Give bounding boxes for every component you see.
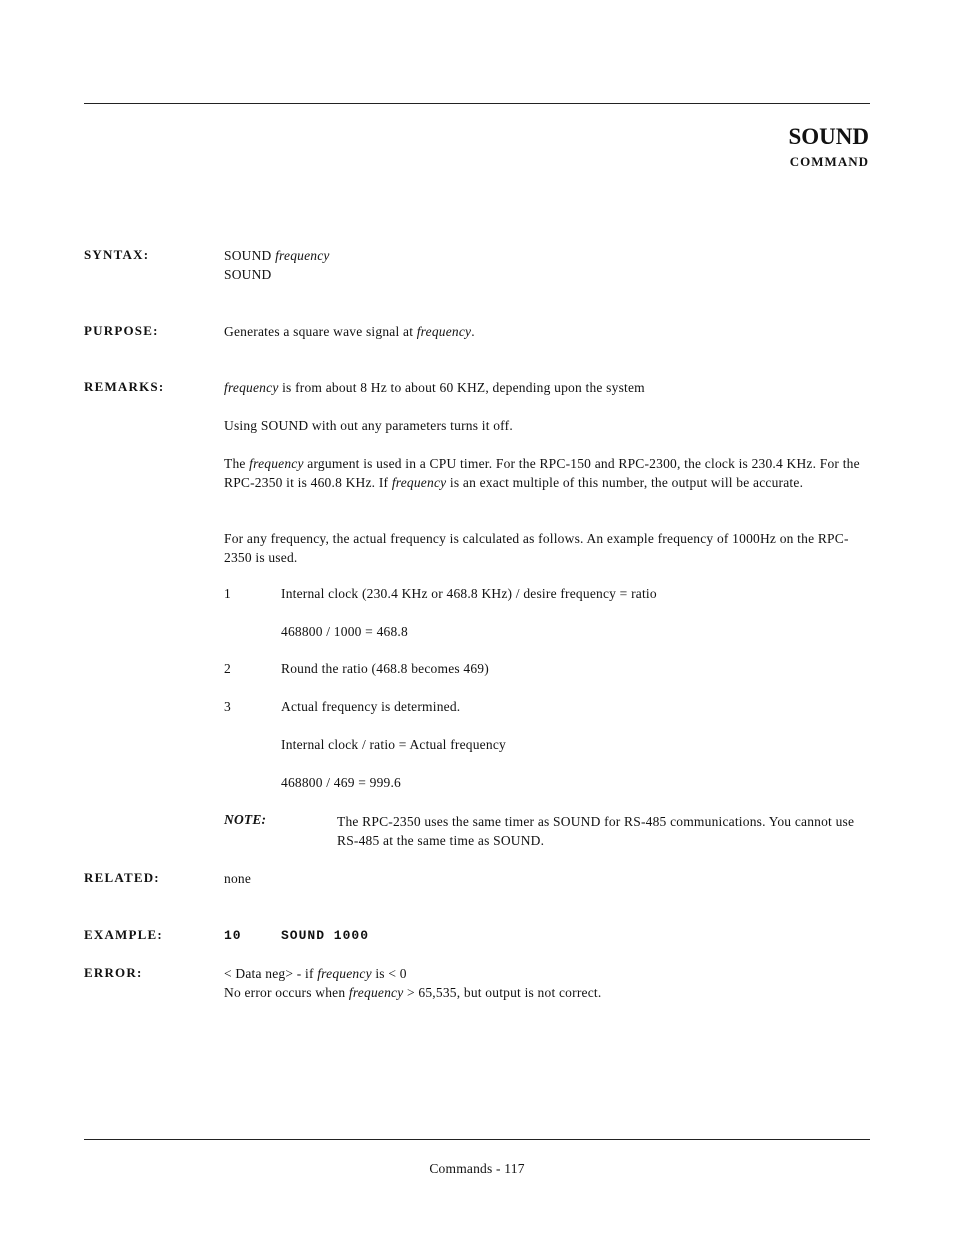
- error-line-2: [224, 983, 601, 1002]
- error-l1-b: is < 0: [371, 966, 407, 981]
- example-line-number: 10: [224, 928, 242, 943]
- remarks-p3-argument-2: frequency: [391, 475, 447, 490]
- footer-rule: [84, 1139, 870, 1140]
- error-line-1: [224, 964, 407, 983]
- remarks-p3-argument-1: frequency: [249, 456, 304, 471]
- remarks-label: REMARKS:: [84, 379, 165, 394]
- error-l1-argument: frequency: [317, 966, 372, 981]
- step-number-3: 3: [224, 699, 231, 714]
- example-code: SOUND 1000: [281, 928, 370, 943]
- purpose-text-pre: Generates a square wave signal at: [224, 324, 417, 339]
- remarks-paragraph-2: Using SOUND with out any parameters turns it off.: [224, 418, 513, 433]
- step-number-2: 2: [224, 661, 231, 676]
- purpose-argument: frequency: [416, 324, 472, 339]
- step-calculation-3: 468800 / 469 = 999.6: [281, 775, 401, 790]
- related-label: RELATED:: [84, 870, 160, 885]
- page-title: SOUND: [788, 124, 869, 149]
- remarks-paragraph-4: For any frequency, the actual frequency is calculated as follows. An example frequency of 1000Hz on the RPC-2350 is used.: [224, 531, 849, 565]
- syntax-command: SOUND: [224, 248, 276, 263]
- remarks-p3-c: is an exact multiple of this number, the output will be accurate.: [446, 475, 804, 490]
- remarks-p3-a: The: [224, 456, 250, 471]
- error-l1-a: < Data neg> - if: [224, 966, 318, 981]
- note-text: The RPC-2350 uses the same timer as SOUND for RS-485 communications. You cannot use RS-485 at the same time as SOUND.: [337, 814, 855, 848]
- example-label: EXAMPLE:: [84, 927, 163, 942]
- note-label: NOTE:: [224, 812, 267, 827]
- remarks-paragraph-1: [224, 378, 645, 397]
- page-footer: Commands - 117: [429, 1161, 525, 1176]
- page-subtitle: COMMAND: [789, 154, 869, 169]
- error-l2-a: No error occurs when: [224, 985, 349, 1000]
- syntax-line-1: [224, 246, 330, 265]
- step-text-1: Internal clock (230.4 KHz or 468.8 KHz) / desire frequency = ratio: [281, 586, 657, 601]
- step-formula-3: Internal clock / ratio = Actual frequency: [281, 737, 506, 752]
- error-l2-b: > 65,535, but output is not correct.: [403, 985, 602, 1000]
- remarks-p3-b: argument is used in a CPU timer. For the RPC-150 and RPC-2300, the clock is 230.4 KHz. For the RPC-2350 it is 460.8 KHz. If: [224, 456, 860, 490]
- header-rule: [84, 103, 870, 104]
- step-text-3: Actual frequency is determined.: [281, 699, 461, 714]
- error-l2-argument: frequency: [348, 985, 404, 1000]
- syntax-label: SYNTAX:: [84, 247, 150, 262]
- syntax-argument: frequency: [275, 248, 330, 263]
- step-text-2: Round the ratio (468.8 becomes 469): [281, 661, 489, 676]
- step-number-1: 1: [224, 586, 231, 601]
- purpose-text-post: .: [471, 324, 475, 339]
- syntax-line-2: SOUND: [224, 267, 272, 282]
- remarks-p1-argument: frequency: [224, 380, 279, 395]
- related-text: none: [224, 871, 252, 886]
- remarks-paragraph-3: [224, 454, 869, 492]
- error-label: ERROR:: [84, 965, 143, 980]
- purpose-label: PURPOSE:: [84, 323, 159, 338]
- remarks-p1-text: is from about 8 Hz to about 60 KHZ, depending upon the system: [278, 380, 645, 395]
- purpose-text: [224, 322, 475, 341]
- step-calculation-1: 468800 / 1000 = 468.8: [281, 624, 408, 639]
